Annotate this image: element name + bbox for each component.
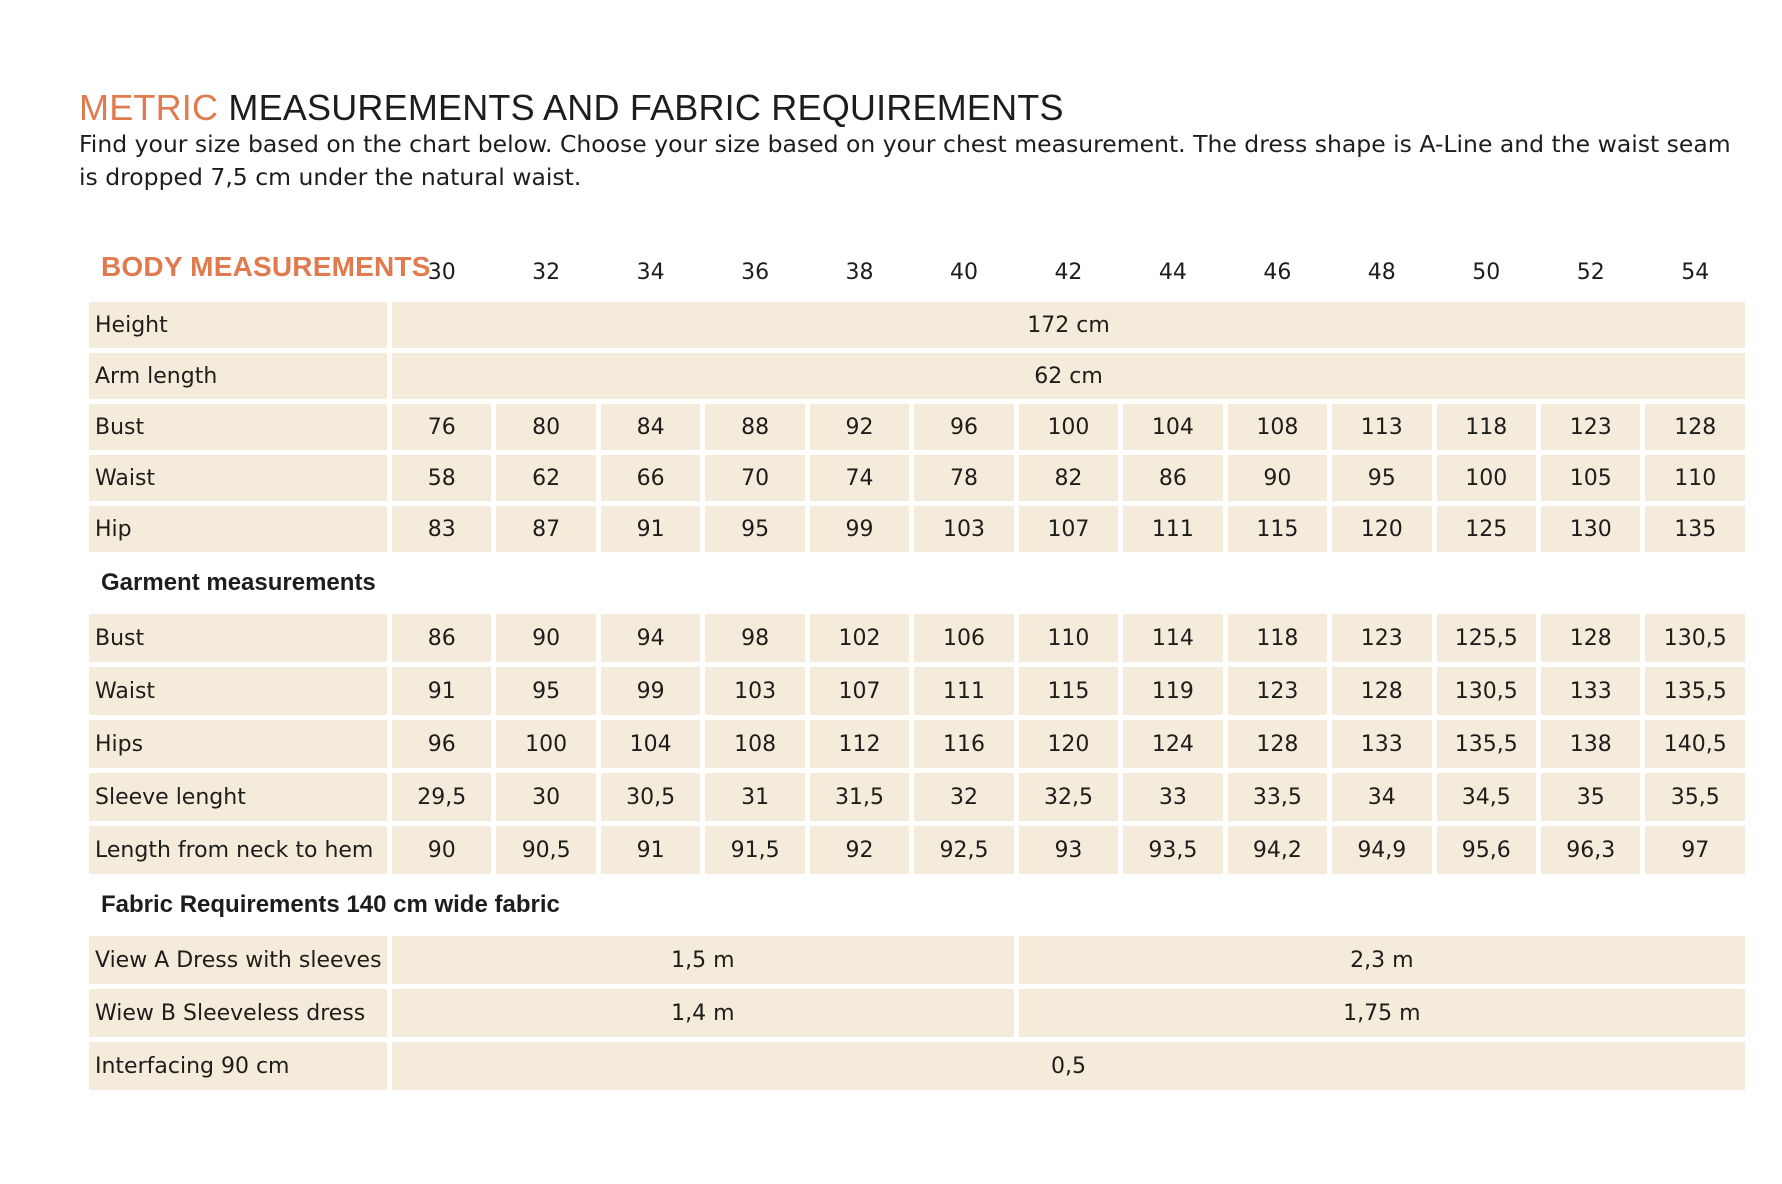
measurement-cell: 128	[1645, 404, 1745, 450]
row-label: Interfacing 90 cm	[89, 1042, 387, 1090]
fabric-requirements-heading: Fabric Requirements 140 cm wide fabric	[101, 891, 560, 918]
measurement-cell: 114	[1123, 614, 1222, 662]
measurement-cell: 105	[1541, 455, 1640, 501]
measurement-cell: 93	[1019, 826, 1118, 874]
measurement-cell: 86	[1123, 455, 1222, 501]
measurement-cell: 128	[1541, 614, 1640, 662]
measurement-cell: 110	[1645, 455, 1745, 501]
measurement-cell: 104	[1123, 404, 1222, 450]
row-label: Bust	[89, 614, 387, 662]
body-measurements-heading: BODY MEASUREMENTS	[101, 251, 431, 282]
measurement-cell: 30	[496, 773, 595, 821]
measurement-cell: 108	[705, 720, 804, 768]
page-title	[79, 88, 1064, 128]
row-label: Waist	[89, 455, 387, 501]
row-label: Height	[89, 302, 387, 348]
measurement-cell: 100	[1437, 455, 1536, 501]
measurement-cell: 100	[496, 720, 595, 768]
measurement-cell: 35,5	[1645, 773, 1745, 821]
measurement-cell: 33	[1123, 773, 1222, 821]
measurement-cell: 96,3	[1541, 826, 1640, 874]
measurement-cell: 33,5	[1228, 773, 1327, 821]
size-header: 42	[1054, 259, 1083, 285]
garment-heading-row	[89, 557, 1745, 609]
title-rest: MEASUREMENTS AND FABRIC REQUIREMENTS	[218, 87, 1064, 128]
measurement-cell: 130,5	[1437, 667, 1536, 715]
size-header: 40	[949, 259, 978, 285]
measurement-cell: 62	[496, 455, 595, 501]
measurement-cell: 93,5	[1123, 826, 1222, 874]
size-header: 30	[427, 259, 456, 285]
measurement-cell: 108	[1228, 404, 1327, 450]
intro-text: Find your size based on the chart below. Choose your size based on your chest measurement. The dress shape is A-Line and the waist seam is dropped 7,5 cm under the natural waist.	[79, 130, 1731, 191]
measurement-cell: 35	[1541, 773, 1640, 821]
measurement-cell: 100	[1019, 404, 1118, 450]
measurement-cell: 135,5	[1645, 667, 1745, 715]
measurement-cell: 58	[392, 455, 491, 501]
measurement-cell: 130	[1541, 506, 1640, 552]
size-header: 46	[1263, 259, 1292, 285]
measurement-cell: 90,5	[496, 826, 595, 874]
row-label: Waist	[89, 667, 387, 715]
measurement-cell: 80	[496, 404, 595, 450]
measurement-cell: 66	[601, 455, 700, 501]
garment-row	[89, 614, 1745, 662]
measurement-cell: 123	[1541, 404, 1640, 450]
measurement-cell: 99	[601, 667, 700, 715]
measurement-cell: 29,5	[392, 773, 491, 821]
row-label: Bust	[89, 404, 387, 450]
size-header: 34	[636, 259, 665, 285]
measurement-cell: 113	[1332, 404, 1431, 450]
size-header: 38	[845, 259, 874, 285]
measurement-cell: 31	[705, 773, 804, 821]
measurement-cell: 133	[1541, 667, 1640, 715]
arm-length-row	[89, 353, 1745, 399]
measurement-cell: 107	[810, 667, 909, 715]
view-a-large-sizes: 2,3 m	[1019, 936, 1745, 984]
size-chart-table	[84, 232, 1750, 1095]
body-row	[89, 404, 1745, 450]
measurement-cell: 31,5	[810, 773, 909, 821]
measurement-cell: 91	[601, 826, 700, 874]
interfacing-row	[89, 1042, 1745, 1090]
measurement-cell: 90	[392, 826, 491, 874]
garment-row	[89, 667, 1745, 715]
measurement-cell: 123	[1228, 667, 1327, 715]
measurement-cell: 94,9	[1332, 826, 1431, 874]
measurement-cell: 103	[914, 506, 1013, 552]
measurement-cell: 125	[1437, 506, 1536, 552]
measurement-cell: 94,2	[1228, 826, 1327, 874]
garment-row	[89, 720, 1745, 768]
measurement-cell: 138	[1541, 720, 1640, 768]
measurement-cell: 111	[1123, 506, 1222, 552]
measurement-cell: 82	[1019, 455, 1118, 501]
measurement-cell: 91	[601, 506, 700, 552]
measurement-cell: 128	[1332, 667, 1431, 715]
measurement-cell: 70	[705, 455, 804, 501]
measurement-cell: 118	[1228, 614, 1327, 662]
measurement-cell: 32	[914, 773, 1013, 821]
row-label: Sleeve lenght	[89, 773, 387, 821]
measurement-cell: 96	[392, 720, 491, 768]
fabric-heading-row	[89, 879, 1745, 931]
body-row	[89, 506, 1745, 552]
size-header-row	[89, 237, 1745, 297]
measurement-cell: 95	[496, 667, 595, 715]
measurement-cell: 110	[1019, 614, 1118, 662]
measurement-cell: 95	[1332, 455, 1431, 501]
measurement-cell: 120	[1332, 506, 1431, 552]
garment-row	[89, 826, 1745, 874]
measurement-cell: 123	[1332, 614, 1431, 662]
view-b-small-sizes: 1,4 m	[392, 989, 1014, 1037]
row-label: Hips	[89, 720, 387, 768]
measurement-cell: 30,5	[601, 773, 700, 821]
measurement-cell: 97	[1645, 826, 1745, 874]
measurement-cell: 90	[496, 614, 595, 662]
measurement-cell: 74	[810, 455, 909, 501]
measurement-cell: 91,5	[705, 826, 804, 874]
measurement-cell: 86	[392, 614, 491, 662]
measurement-cell: 91	[392, 667, 491, 715]
measurement-cell: 94	[601, 614, 700, 662]
measurement-cell: 104	[601, 720, 700, 768]
body-row	[89, 455, 1745, 501]
measurement-cell: 102	[810, 614, 909, 662]
measurement-cell: 118	[1437, 404, 1536, 450]
measurement-cell: 115	[1228, 506, 1327, 552]
measurement-cell: 99	[810, 506, 909, 552]
measurement-cell: 98	[705, 614, 804, 662]
measurement-cell: 34	[1332, 773, 1431, 821]
measurement-cell: 90	[1228, 455, 1327, 501]
measurement-cell: 76	[392, 404, 491, 450]
row-label: Wiew B Sleeveless dress	[89, 989, 387, 1037]
measurement-cell: 120	[1019, 720, 1118, 768]
measurement-cell: 128	[1228, 720, 1327, 768]
title-accent: METRIC	[79, 87, 219, 128]
measurement-cell: 135,5	[1437, 720, 1536, 768]
measurement-cell: 111	[914, 667, 1013, 715]
size-header: 44	[1158, 259, 1187, 285]
measurement-cell: 95	[705, 506, 804, 552]
measurement-cell: 84	[601, 404, 700, 450]
row-label: View A Dress with sleeves	[89, 936, 387, 984]
measurement-cell: 124	[1123, 720, 1222, 768]
measurement-cell: 87	[496, 506, 595, 552]
measurement-cell: 135	[1645, 506, 1745, 552]
size-header: 52	[1576, 259, 1605, 285]
measurement-cell: 92,5	[914, 826, 1013, 874]
measurement-cell: 96	[914, 404, 1013, 450]
measurement-cell: 112	[810, 720, 909, 768]
garment-measurements-heading: Garment measurements	[101, 569, 376, 596]
measurement-cell: 125,5	[1437, 614, 1536, 662]
measurement-cell: 119	[1123, 667, 1222, 715]
size-header: 36	[741, 259, 770, 285]
measurement-cell: 133	[1332, 720, 1431, 768]
view-b-row	[89, 989, 1745, 1037]
garment-row	[89, 773, 1745, 821]
view-b-large-sizes: 1,75 m	[1019, 989, 1745, 1037]
size-header: 50	[1472, 259, 1501, 285]
measurement-cell: 83	[392, 506, 491, 552]
measurement-cell: 115	[1019, 667, 1118, 715]
measurement-cell: 32,5	[1019, 773, 1118, 821]
size-header: 32	[532, 259, 561, 285]
size-header: 54	[1681, 259, 1710, 285]
measurement-cell: 92	[810, 826, 909, 874]
measurement-cell: 107	[1019, 506, 1118, 552]
measurement-cell: 106	[914, 614, 1013, 662]
measurement-cell: 78	[914, 455, 1013, 501]
arm-length-value: 62 cm	[392, 353, 1745, 399]
row-label: Length from neck to hem	[89, 826, 387, 874]
size-header: 48	[1367, 259, 1396, 285]
height-value: 172 cm	[392, 302, 1745, 348]
measurement-cell: 103	[705, 667, 804, 715]
measurement-cell: 88	[705, 404, 804, 450]
measurement-cell: 95,6	[1437, 826, 1536, 874]
measurement-cell: 116	[914, 720, 1013, 768]
height-row	[89, 302, 1745, 348]
measurement-cell: 130,5	[1645, 614, 1745, 662]
view-a-small-sizes: 1,5 m	[392, 936, 1014, 984]
measurement-cell: 34,5	[1437, 773, 1536, 821]
measurement-cell: 92	[810, 404, 909, 450]
view-a-row	[89, 936, 1745, 984]
row-label: Arm length	[89, 353, 387, 399]
measurement-cell: 140,5	[1645, 720, 1745, 768]
row-label: Hip	[89, 506, 387, 552]
interfacing-value: 0,5	[392, 1042, 1745, 1090]
